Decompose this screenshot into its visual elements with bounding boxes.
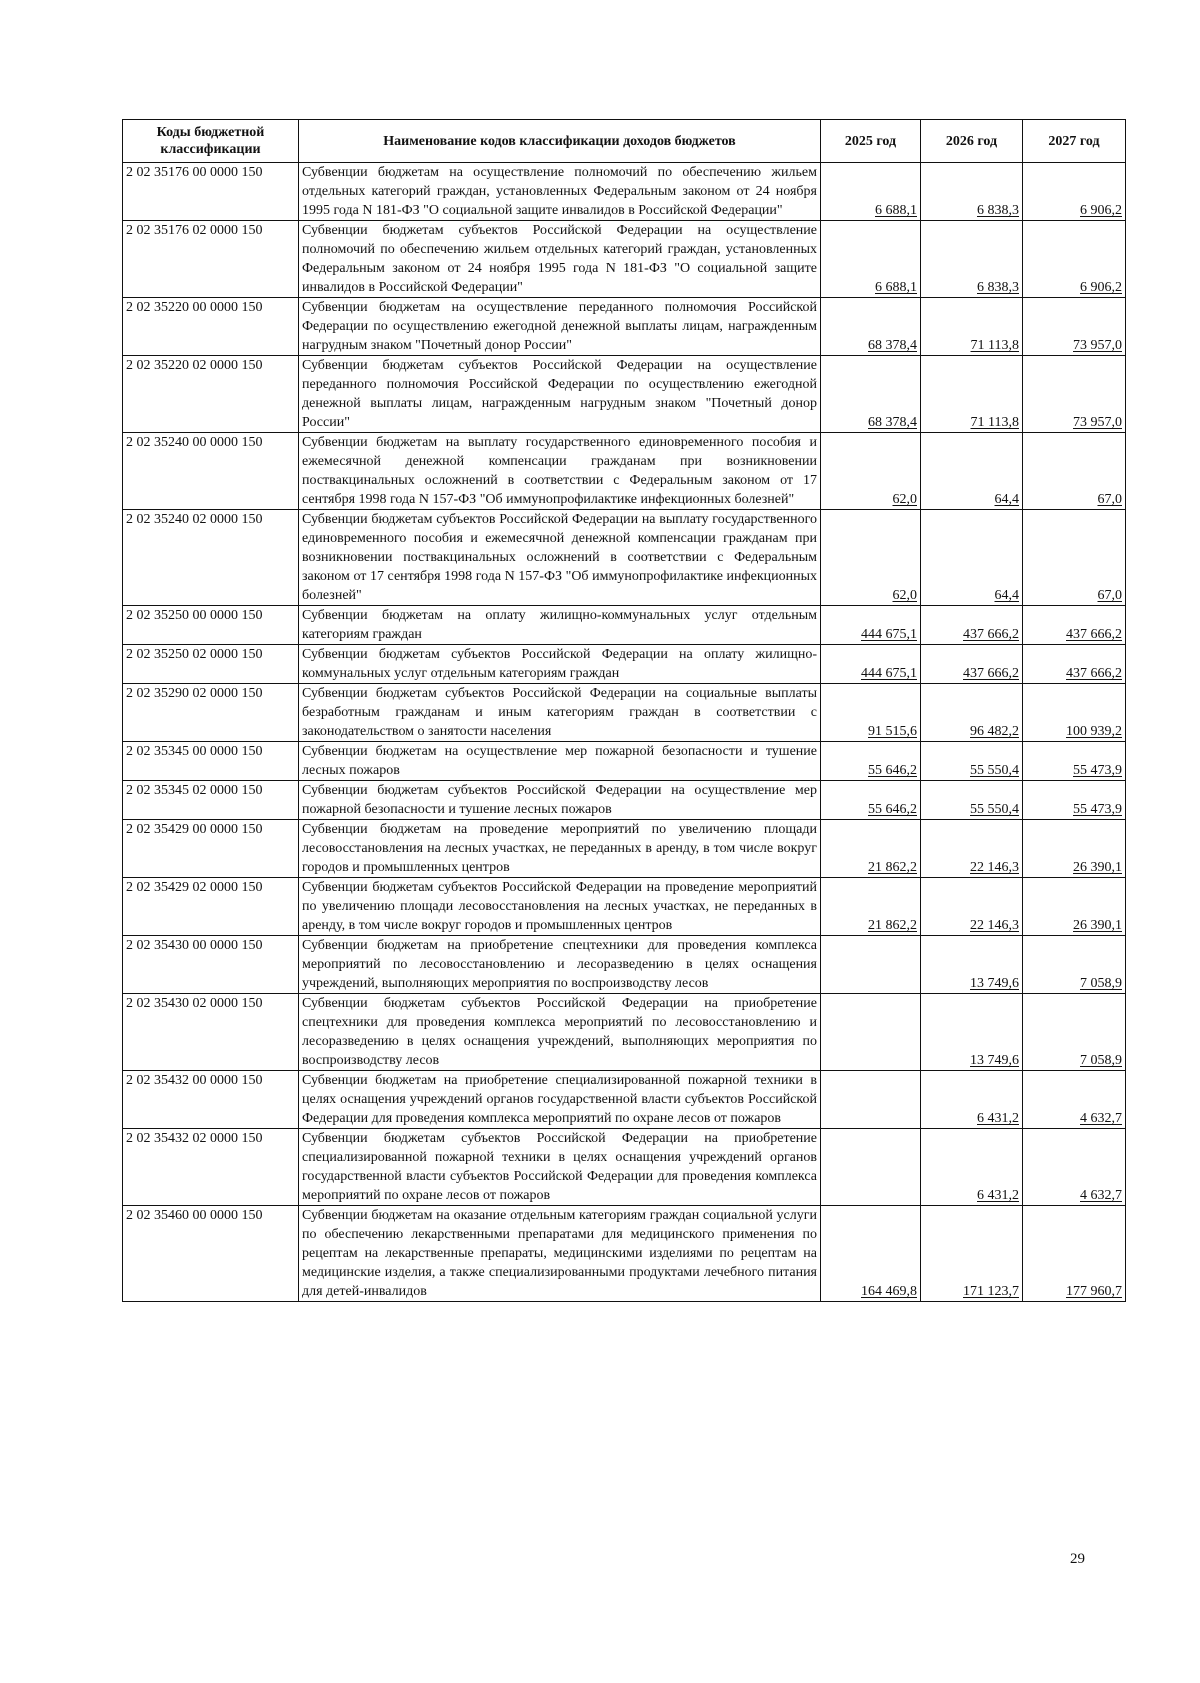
table-row <box>123 936 1126 994</box>
cell-code: 2 02 35250 02 0000 150 <box>123 645 299 684</box>
table-row <box>123 820 1126 878</box>
cell-2025 <box>821 936 921 994</box>
cell-2027: 7 058,9 <box>1023 936 1126 994</box>
header-name: Наименование кодов классификации доходов бюджетов <box>299 120 821 163</box>
cell-2026: 96 482,2 <box>921 684 1023 742</box>
cell-2026: 64,4 <box>921 433 1023 510</box>
cell-2027: 177 960,7 <box>1023 1206 1126 1302</box>
cell-2027: 67,0 <box>1023 433 1126 510</box>
cell-code: 2 02 35430 02 0000 150 <box>123 994 299 1071</box>
cell-name: Субвенции бюджетам субъектов Российской Федерации на приобретение спецтехники для проведения комплекса мероприятий по лесовосстановлению и лесоразведению в целях оснащения учреждений, выполняющих мероприятия по воспроизводству лесов <box>299 994 821 1071</box>
cell-name: Субвенции бюджетам субъектов Российской Федерации на проведение мероприятий по увеличению площади лесовосстановления на лесных участках, не переданных в аренду, в том числе вокруг городов и промышленных центров <box>299 878 821 936</box>
cell-2027: 55 473,9 <box>1023 742 1126 781</box>
cell-2027: 26 390,1 <box>1023 820 1126 878</box>
header-2026: 2026 год <box>921 120 1023 163</box>
cell-name: Субвенции бюджетам на проведение мероприятий по увеличению площади лесовосстановления на лесных участках, не переданных в аренду, в том числе вокруг городов и промышленных центров <box>299 820 821 878</box>
cell-2026: 6 431,2 <box>921 1129 1023 1206</box>
table-row <box>123 781 1126 820</box>
cell-code: 2 02 35290 02 0000 150 <box>123 684 299 742</box>
table-row <box>123 298 1126 356</box>
cell-name: Субвенции бюджетам на осуществление полномочий по обеспечению жильем отдельных категорий граждан, установленных Федеральным законом от 24 ноября 1995 года N 181-ФЗ "О социальной защите инвалидов в Российской Федерации" <box>299 163 821 221</box>
cell-2027: 437 666,2 <box>1023 606 1126 645</box>
cell-code: 2 02 35429 02 0000 150 <box>123 878 299 936</box>
cell-2027: 67,0 <box>1023 510 1126 606</box>
cell-code: 2 02 35430 00 0000 150 <box>123 936 299 994</box>
cell-name: Субвенции бюджетам на оплату жилищно-коммунальных услуг отдельным категориям граждан <box>299 606 821 645</box>
table-row <box>123 510 1126 606</box>
cell-name: Субвенции бюджетам субъектов Российской Федерации на осуществление полномочий по обеспечению жильем отдельных категорий граждан, установленных Федеральным законом от 24 ноября 1995 года N 181-ФЗ "О социальной защите инвалидов в Российской Федерации" <box>299 221 821 298</box>
cell-code: 2 02 35176 00 0000 150 <box>123 163 299 221</box>
cell-code: 2 02 35220 00 0000 150 <box>123 298 299 356</box>
cell-2026: 171 123,7 <box>921 1206 1023 1302</box>
cell-2025: 6 688,1 <box>821 163 921 221</box>
header-2025: 2025 год <box>821 120 921 163</box>
cell-2027: 4 632,7 <box>1023 1129 1126 1206</box>
cell-2026: 22 146,3 <box>921 820 1023 878</box>
cell-2026: 55 550,4 <box>921 781 1023 820</box>
cell-2026: 6 838,3 <box>921 163 1023 221</box>
table-header-row <box>123 120 1126 163</box>
table-row <box>123 1071 1126 1129</box>
cell-2025: 68 378,4 <box>821 298 921 356</box>
cell-name: Субвенции бюджетам на оказание отдельным категориям граждан социальной услуги по обеспечению лекарственными препаратами для медицинского применения по рецептам на лекарственные препараты, медицинскими изделиями по рецептам на медицинские изделия, а также специализированными продуктами лечебного питания для детей-инвалидов <box>299 1206 821 1302</box>
cell-2025: 62,0 <box>821 433 921 510</box>
cell-2025: 68 378,4 <box>821 356 921 433</box>
cell-2025: 6 688,1 <box>821 221 921 298</box>
cell-2026: 71 113,8 <box>921 356 1023 433</box>
cell-2027: 73 957,0 <box>1023 356 1126 433</box>
cell-code: 2 02 35429 00 0000 150 <box>123 820 299 878</box>
cell-code: 2 02 35460 00 0000 150 <box>123 1206 299 1302</box>
cell-2025: 91 515,6 <box>821 684 921 742</box>
table-row <box>123 163 1126 221</box>
cell-2026: 22 146,3 <box>921 878 1023 936</box>
cell-2027: 55 473,9 <box>1023 781 1126 820</box>
cell-name: Субвенции бюджетам на приобретение специализированной пожарной техники в целях оснащения учреждений органов государственной власти субъектов Российской Федерации для проведения комплекса мероприятий по охране лесов от пожаров <box>299 1071 821 1129</box>
cell-2025: 444 675,1 <box>821 645 921 684</box>
table-row <box>123 1129 1126 1206</box>
table-row <box>123 1206 1126 1302</box>
table-row <box>123 878 1126 936</box>
table-row <box>123 645 1126 684</box>
table-row <box>123 684 1126 742</box>
cell-code: 2 02 35240 02 0000 150 <box>123 510 299 606</box>
cell-2025: 55 646,2 <box>821 742 921 781</box>
cell-2026: 71 113,8 <box>921 298 1023 356</box>
cell-name: Субвенции бюджетам на осуществление переданного полномочия Российской Федерации по осуществлению ежегодной денежной выплаты лицам, награжденным нагрудным знаком "Почетный донор России" <box>299 298 821 356</box>
cell-2027: 100 939,2 <box>1023 684 1126 742</box>
table-row <box>123 221 1126 298</box>
cell-2027: 4 632,7 <box>1023 1071 1126 1129</box>
page-number: 29 <box>1070 1551 1085 1567</box>
cell-2025: 444 675,1 <box>821 606 921 645</box>
cell-code: 2 02 35176 02 0000 150 <box>123 221 299 298</box>
table-row <box>123 606 1126 645</box>
header-2027: 2027 год <box>1023 120 1126 163</box>
cell-name: Субвенции бюджетам субъектов Российской Федерации на приобретение специализированной пожарной техники в целях оснащения учреждений органов государственной власти субъектов Российской Федерации для проведения комплекса мероприятий по охране лесов от пожаров <box>299 1129 821 1206</box>
cell-2026: 437 666,2 <box>921 645 1023 684</box>
cell-code: 2 02 35432 02 0000 150 <box>123 1129 299 1206</box>
table-row <box>123 742 1126 781</box>
cell-2026: 6 838,3 <box>921 221 1023 298</box>
cell-2025: 55 646,2 <box>821 781 921 820</box>
cell-2025 <box>821 1129 921 1206</box>
cell-2026: 13 749,6 <box>921 994 1023 1071</box>
cell-code: 2 02 35345 00 0000 150 <box>123 742 299 781</box>
cell-code: 2 02 35240 00 0000 150 <box>123 433 299 510</box>
cell-code: 2 02 35220 02 0000 150 <box>123 356 299 433</box>
cell-2026: 64,4 <box>921 510 1023 606</box>
cell-2025: 62,0 <box>821 510 921 606</box>
cell-2026: 13 749,6 <box>921 936 1023 994</box>
cell-name: Субвенции бюджетам субъектов Российской Федерации на осуществление переданного полномочия Российской Федерации по осуществлению ежегодной денежной выплаты лицам, награжденным нагрудным знаком "Почетный донор России" <box>299 356 821 433</box>
cell-name: Субвенции бюджетам субъектов Российской Федерации на оплату жилищно-коммунальных услуг отдельным категориям граждан <box>299 645 821 684</box>
cell-name: Субвенции бюджетам субъектов Российской Федерации на осуществление мер пожарной безопасности и тушение лесных пожаров <box>299 781 821 820</box>
cell-2025: 164 469,8 <box>821 1206 921 1302</box>
cell-name: Субвенции бюджетам субъектов Российской Федерации на социальные выплаты безработным гражданам и иным категориям граждан в соответствии с законодательством о занятости населения <box>299 684 821 742</box>
cell-2027: 26 390,1 <box>1023 878 1126 936</box>
cell-2026: 437 666,2 <box>921 606 1023 645</box>
table-row <box>123 356 1126 433</box>
cell-code: 2 02 35345 02 0000 150 <box>123 781 299 820</box>
cell-2027: 6 906,2 <box>1023 163 1126 221</box>
cell-name: Субвенции бюджетам на выплату государственного единовременного пособия и ежемесячной денежной компенсации гражданам при возникновении поствакцинальных осложнений в соответствии с Федеральным законом от 17 сентября 1998 года N 157-ФЗ "Об иммунопрофилактике инфекционных болезней" <box>299 433 821 510</box>
cell-2027: 7 058,9 <box>1023 994 1126 1071</box>
cell-2027: 437 666,2 <box>1023 645 1126 684</box>
cell-2027: 73 957,0 <box>1023 298 1126 356</box>
cell-code: 2 02 35250 00 0000 150 <box>123 606 299 645</box>
cell-2027: 6 906,2 <box>1023 221 1126 298</box>
table-row <box>123 433 1126 510</box>
cell-code: 2 02 35432 00 0000 150 <box>123 1071 299 1129</box>
cell-name: Субвенции бюджетам субъектов Российской Федерации на выплату государственного единовременного пособия и ежемесячной денежной компенсации гражданам при возникновении поствакцинальных осложнений в соответствии с Федеральным законом от 17 сентября 1998 года N 157-ФЗ "Об иммунопрофилактике инфекционных болезней" <box>299 510 821 606</box>
cell-2026: 55 550,4 <box>921 742 1023 781</box>
cell-2025: 21 862,2 <box>821 878 921 936</box>
cell-2025: 21 862,2 <box>821 820 921 878</box>
cell-2025 <box>821 994 921 1071</box>
header-code: Коды бюджетной классификации <box>123 120 299 163</box>
budget-revenue-table <box>122 119 1126 1302</box>
table-row <box>123 994 1126 1071</box>
table-body <box>123 163 1126 1302</box>
cell-name: Субвенции бюджетам на приобретение спецтехники для проведения комплекса мероприятий по лесовосстановлению и лесоразведению в целях оснащения учреждений, выполняющих мероприятия по воспроизводству лесов <box>299 936 821 994</box>
cell-2025 <box>821 1071 921 1129</box>
cell-name: Субвенции бюджетам на осуществление мер пожарной безопасности и тушение лесных пожаров <box>299 742 821 781</box>
cell-2026: 6 431,2 <box>921 1071 1023 1129</box>
